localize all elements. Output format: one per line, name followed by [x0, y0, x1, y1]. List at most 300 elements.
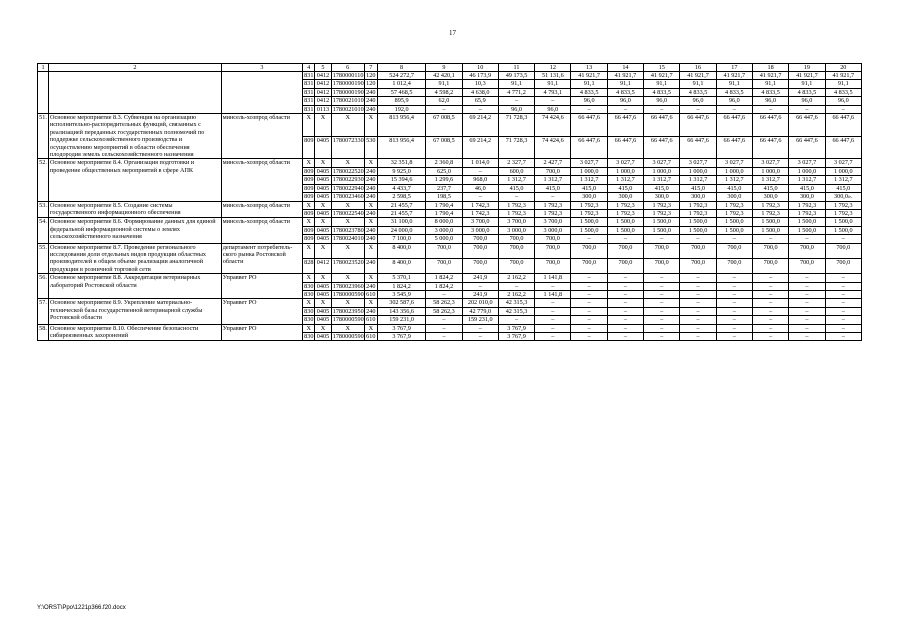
- value-cell: –: [571, 307, 607, 315]
- value-cell: 700,0: [752, 243, 788, 258]
- value-cell: 4 833,5: [825, 88, 861, 96]
- value-cell: 4 833,5: [716, 88, 752, 96]
- value-cell: 3 027,7: [789, 159, 825, 167]
- value-cell: 3 700,0: [535, 218, 571, 226]
- table-row: [38, 324, 862, 332]
- value-cell: 1 500,0: [680, 226, 716, 234]
- table-row: [38, 243, 862, 258]
- value-cell: 700,0: [789, 258, 825, 273]
- value-cell: 1780000590: [332, 333, 364, 340]
- value-cell: 809: [304, 167, 314, 175]
- value-cell: 69 214,2: [462, 136, 498, 159]
- value-cell: 809: [304, 193, 314, 201]
- column-number-16: 16: [680, 64, 716, 72]
- value-cell: 809: [304, 235, 314, 243]
- executor-cell: Управвет РО: [221, 274, 302, 299]
- value-cell: X: [331, 114, 364, 137]
- value-cell: 1 500,0: [789, 218, 825, 226]
- value-cell: X: [315, 159, 332, 167]
- table-row: [38, 72, 862, 80]
- value-cell: 3 700,0: [462, 218, 498, 226]
- value-cell: 41 921,7: [789, 72, 825, 80]
- value-cell: 66 447,6: [571, 114, 607, 137]
- executor-cell: минсель-хозпрод области: [221, 159, 302, 201]
- value-cell: –: [752, 333, 788, 341]
- value-cell: 96,0: [571, 97, 607, 105]
- value-cell: 91,1: [644, 80, 680, 88]
- value-cell: –: [607, 105, 643, 113]
- value-cell: 700,0: [535, 167, 571, 175]
- value-cell: 809: [304, 209, 314, 217]
- value-cell: 1 792,3: [680, 209, 716, 217]
- value-cell: 120: [366, 72, 376, 79]
- value-cell: 300,0: [789, 193, 825, 201]
- value-cell: –: [607, 290, 643, 298]
- value-cell: –: [789, 307, 825, 315]
- value-cell: 4 833,5: [789, 88, 825, 96]
- executor-cell: минсель-хозпрод области: [221, 114, 302, 159]
- value-cell: 120: [366, 80, 376, 88]
- column-number-5: 5: [315, 64, 332, 72]
- value-cell: –: [426, 316, 462, 324]
- value-cell: 240: [366, 184, 376, 192]
- value-cell: 0405: [315, 226, 332, 234]
- value-cell: X: [315, 218, 332, 226]
- column-number-4: 4: [303, 64, 315, 72]
- value-cell: 1 792,3: [498, 209, 534, 217]
- value-cell: 66 447,6: [607, 136, 643, 159]
- value-cell: 159 231,0: [377, 316, 425, 324]
- value-cell: 2 162,2: [498, 274, 534, 282]
- value-cell: –: [571, 333, 607, 341]
- value-cell: –: [426, 290, 462, 298]
- value-cell: 1 792,3: [607, 209, 643, 217]
- column-number-1: 1: [38, 64, 49, 72]
- value-cell: –: [462, 324, 498, 332]
- value-cell: 2 162,2: [498, 290, 534, 298]
- value-cell: 202 010,0: [462, 299, 498, 307]
- value-cell: 66 447,6: [644, 114, 680, 137]
- value-cell: 41 921,7: [644, 72, 680, 80]
- value-cell: 415,0: [644, 184, 680, 192]
- value-cell: 809: [304, 184, 314, 192]
- value-cell: 4 771,2: [498, 88, 534, 96]
- value-cell: 700,0: [644, 258, 680, 273]
- value-cell: 700,0: [535, 258, 571, 273]
- value-cell: X: [303, 159, 315, 167]
- value-cell: 237,7: [426, 184, 462, 192]
- value-cell: 58 262,3: [426, 299, 462, 307]
- executor-cell: Управвет РО: [221, 299, 302, 324]
- value-cell: 700,0: [462, 258, 498, 273]
- value-cell: 415,0: [789, 184, 825, 192]
- value-cell: –: [535, 324, 571, 332]
- value-cell: –: [716, 105, 752, 113]
- value-cell: 49 173,5: [498, 72, 534, 80]
- value-cell: 66 447,6: [680, 114, 716, 137]
- value-cell: 2 360,8: [426, 159, 462, 167]
- value-cell: 1 312,7: [825, 176, 861, 184]
- value-cell: 1 312,7: [498, 176, 534, 184]
- value-cell: 1 500,0: [607, 218, 643, 226]
- value-cell: 300,0: [571, 193, 607, 201]
- value-cell: 91,1: [498, 80, 534, 88]
- value-cell: 71 728,3: [498, 114, 534, 137]
- value-cell: 1 792,3: [535, 201, 571, 209]
- value-cell: 1 792,3: [789, 201, 825, 209]
- value-cell: 1 000,0: [789, 167, 825, 175]
- column-number-14: 14: [607, 64, 643, 72]
- value-cell: –: [716, 307, 752, 315]
- value-cell: 42 420,1: [426, 72, 462, 80]
- value-cell: –: [607, 316, 643, 324]
- value-cell: –: [571, 282, 607, 290]
- value-cell: 241,9: [462, 274, 498, 282]
- measure-name-cell: Основное мероприятие 8.10. Обеспечение безопасности сибиреязвенных захоронений: [49, 324, 222, 341]
- value-cell: 700,0: [571, 258, 607, 273]
- value-cell: 524 272,7: [377, 72, 425, 80]
- value-cell: 1780000190: [332, 88, 364, 96]
- measure-name-cell: Основное мероприятие 8.4. Организация подготовки и проведение общественных мероприятий в сфере АПК: [49, 159, 222, 201]
- value-cell: 1780021010: [332, 97, 364, 105]
- value-cell: 1 500,0: [571, 226, 607, 234]
- value-cell: 831: [304, 72, 314, 79]
- value-cell: 91,1: [607, 80, 643, 88]
- value-cell: X: [364, 201, 377, 209]
- value-cell: 809: [304, 226, 314, 234]
- value-cell: –: [752, 274, 788, 282]
- value-cell: 41 921,7: [752, 72, 788, 80]
- value-cell: 240: [366, 307, 376, 315]
- value-cell: 91,1: [535, 80, 571, 88]
- value-cell: X: [364, 159, 377, 167]
- value-cell: 1 792,3: [644, 209, 680, 217]
- value-cell: –: [752, 307, 788, 315]
- value-cell: 3 000,0: [462, 226, 498, 234]
- value-cell: 1 500,0: [571, 218, 607, 226]
- value-cell: 1 792,3: [825, 209, 861, 217]
- value-cell: 66 447,6: [825, 136, 861, 159]
- value-cell: 415,0: [680, 184, 716, 192]
- value-cell: 96,0: [789, 97, 825, 105]
- value-cell: 96,0: [680, 97, 716, 105]
- value-cell: 1 312,7: [571, 176, 607, 184]
- value-cell: 1 792,3: [535, 209, 571, 217]
- value-cell: –: [716, 333, 752, 341]
- table-row: [38, 218, 862, 226]
- value-cell: –: [716, 316, 752, 324]
- value-cell: 15 394,6: [377, 176, 425, 184]
- value-cell: 831: [304, 105, 314, 113]
- value-cell: –: [426, 333, 462, 341]
- value-cell: –: [607, 282, 643, 290]
- table-row: [38, 274, 862, 282]
- value-cell: 2 427,7: [535, 159, 571, 167]
- value-cell: –: [644, 307, 680, 315]
- value-cell: 830: [304, 316, 314, 324]
- value-cell: –: [498, 282, 534, 290]
- value-cell: 700,0: [571, 243, 607, 258]
- value-cell: –: [498, 97, 534, 105]
- value-cell: 600,0: [498, 167, 534, 175]
- value-cell: 700,0: [716, 258, 752, 273]
- value-cell: –: [644, 290, 680, 298]
- value-cell: 1 312,7: [607, 176, 643, 184]
- value-cell: 4 598,2: [426, 88, 462, 96]
- value-cell: X: [315, 114, 332, 137]
- value-cell: 240: [364, 258, 377, 273]
- value-cell: 1 312,7: [644, 176, 680, 184]
- value-cell: 1 500,0: [752, 218, 788, 226]
- value-cell: X: [303, 218, 315, 226]
- value-cell: 1780022540: [332, 209, 364, 217]
- value-cell: 21 455,7: [377, 209, 425, 217]
- value-cell: 240: [366, 282, 376, 290]
- value-cell: 96,0: [535, 105, 571, 113]
- value-cell: X: [303, 324, 315, 332]
- value-cell: 700,0: [462, 243, 498, 258]
- value-cell: 610: [366, 290, 376, 298]
- value-cell: X: [303, 201, 315, 209]
- value-cell: –: [535, 282, 571, 290]
- value-cell: –: [571, 324, 607, 332]
- value-cell: X: [331, 201, 364, 209]
- value-cell: 4 793,1: [535, 88, 571, 96]
- value-cell: 10,3: [462, 80, 498, 88]
- value-cell: 610: [366, 316, 376, 324]
- value-cell: –: [752, 316, 788, 324]
- value-cell: 198,5: [426, 193, 462, 201]
- column-number-12: 12: [535, 64, 571, 72]
- value-cell: 71 728,3: [498, 136, 534, 159]
- value-cell: 240: [366, 167, 376, 175]
- value-cell: 1780023780: [332, 226, 364, 234]
- value-cell: 300,0: [680, 193, 716, 201]
- value-cell: 240: [366, 97, 376, 105]
- value-cell: 1 824,2: [426, 274, 462, 282]
- value-cell: 41 921,7: [680, 72, 716, 80]
- value-cell: 21 455,7: [377, 201, 425, 209]
- value-cell: 300,0: [716, 193, 752, 201]
- column-number-20: 20: [825, 64, 861, 72]
- value-cell: 91,1: [426, 80, 462, 88]
- value-cell: 700,0: [716, 243, 752, 258]
- value-cell: 1 790,4: [426, 209, 462, 217]
- table-row: [38, 201, 862, 209]
- value-cell: 31 100,0: [377, 218, 425, 226]
- value-cell: 1 792,3: [825, 201, 861, 209]
- value-cell: 240: [366, 193, 376, 201]
- value-cell: 813 956,4: [377, 114, 425, 137]
- value-cell: –: [680, 235, 716, 243]
- value-cell: 0405: [315, 282, 332, 290]
- value-cell: 62,0: [426, 97, 462, 105]
- value-cell: 3 027,7: [680, 159, 716, 167]
- value-cell: 41 921,7: [825, 72, 861, 80]
- value-cell: –: [680, 105, 716, 113]
- value-cell: 1780023950: [332, 307, 364, 315]
- value-cell: –: [607, 274, 643, 282]
- value-cell: 530: [364, 136, 377, 159]
- value-cell: 2 598,5: [377, 193, 425, 201]
- value-cell: X: [315, 274, 332, 282]
- value-cell: 1 792,3: [498, 201, 534, 209]
- column-number-13: 13: [571, 64, 607, 72]
- value-cell: 42 315,3: [498, 307, 534, 315]
- value-cell: 241,9: [462, 290, 498, 298]
- value-cell: –: [716, 282, 752, 290]
- value-cell: 415,0: [752, 184, 788, 192]
- value-cell: –: [789, 282, 825, 290]
- value-cell: 4 833,5: [752, 88, 788, 96]
- value-cell: –: [752, 290, 788, 298]
- value-cell: 1 000,0: [716, 167, 752, 175]
- value-cell: 2 327,7: [498, 159, 534, 167]
- value-cell: 91,1: [680, 80, 716, 88]
- value-cell: 3 000,0: [498, 226, 534, 234]
- value-cell: 8 400,0: [377, 243, 425, 258]
- value-cell: 895,9: [377, 97, 425, 105]
- value-cell: 96,0: [752, 97, 788, 105]
- value-cell: 4 433,7: [377, 184, 425, 192]
- value-cell: –: [644, 282, 680, 290]
- value-cell: 1780023460: [332, 193, 364, 201]
- value-cell: 700,0: [535, 235, 571, 243]
- value-cell: 1780022940: [332, 184, 364, 192]
- executor-cell: минсель-хозпрод области: [221, 201, 302, 218]
- value-cell: 91,1: [571, 80, 607, 88]
- value-cell: 0412: [315, 80, 332, 88]
- value-cell: 66 447,6: [752, 136, 788, 159]
- value-cell: 1780023520: [331, 258, 364, 273]
- footer-file-path: Y:\ORST\Ppo\1221p366.f20.docx: [37, 605, 126, 611]
- value-cell: 42 315,3: [498, 299, 534, 307]
- value-cell: 1 500,0: [680, 218, 716, 226]
- column-number-7: 7: [364, 64, 377, 72]
- value-cell: 0412: [315, 72, 332, 80]
- value-cell: –: [498, 193, 534, 201]
- value-cell: 415,0: [607, 184, 643, 192]
- value-cell: –: [498, 316, 534, 324]
- value-cell: 0405: [315, 193, 332, 201]
- value-cell: –: [644, 333, 680, 341]
- value-cell: 5 370,1: [377, 274, 425, 282]
- value-cell: –: [571, 235, 607, 243]
- value-cell: –: [825, 333, 861, 341]
- value-cell: 4 833,5: [571, 88, 607, 96]
- value-cell: 1780022520: [332, 167, 364, 175]
- value-cell: X: [331, 274, 364, 282]
- value-cell: 1 792,3: [571, 201, 607, 209]
- value-cell: 1 000,0: [571, 167, 607, 175]
- value-cell: 300,0».: [825, 193, 861, 201]
- column-number-10: 10: [462, 64, 498, 72]
- value-cell: X: [364, 114, 377, 137]
- executor-cell: минсель-хозпрод области: [221, 218, 302, 243]
- value-cell: 3 027,7: [752, 159, 788, 167]
- value-cell: 3 767,9: [498, 324, 534, 332]
- value-cell: 3 767,9: [498, 333, 534, 341]
- value-cell: X: [331, 324, 364, 332]
- column-number-9: 9: [426, 64, 462, 72]
- value-cell: X: [315, 201, 332, 209]
- value-cell: 65,9: [462, 97, 498, 105]
- value-cell: 831: [304, 80, 314, 88]
- value-cell: 1 000,0: [607, 167, 643, 175]
- value-cell: 240: [366, 105, 376, 113]
- value-cell: 1 500,0: [752, 226, 788, 234]
- value-cell: 700,0: [789, 243, 825, 258]
- value-cell: 1 500,0: [825, 218, 861, 226]
- value-cell: –: [571, 274, 607, 282]
- value-cell: –: [752, 105, 788, 113]
- column-number-11: 11: [498, 64, 534, 72]
- value-cell: 1 500,0: [789, 226, 825, 234]
- value-cell: 0405: [315, 184, 332, 192]
- value-cell: –: [716, 274, 752, 282]
- value-cell: X: [303, 243, 315, 258]
- value-cell: 66 447,6: [571, 136, 607, 159]
- value-cell: –: [825, 307, 861, 315]
- value-cell: –: [825, 235, 861, 243]
- value-cell: –: [680, 324, 716, 332]
- value-cell: 7 100,0: [377, 235, 425, 243]
- value-cell: –: [571, 290, 607, 298]
- value-cell: 415,0: [825, 184, 861, 192]
- value-cell: 700,0: [535, 243, 571, 258]
- value-cell: –: [680, 307, 716, 315]
- value-cell: 300,0: [752, 193, 788, 201]
- value-cell: 0405: [315, 176, 332, 184]
- value-cell: 1 792,3: [571, 209, 607, 217]
- value-cell: –: [462, 105, 498, 113]
- value-cell: 1 500,0: [644, 218, 680, 226]
- value-cell: 0412: [315, 258, 332, 273]
- value-cell: 0405: [315, 333, 332, 341]
- value-cell: 1 500,0: [825, 226, 861, 234]
- value-cell: 240: [366, 226, 376, 234]
- value-cell: 1 141,8: [535, 274, 571, 282]
- value-cell: 1 792,3: [680, 201, 716, 209]
- value-cell: X: [303, 114, 315, 137]
- value-cell: 66 447,6: [752, 114, 788, 137]
- table-row: [38, 299, 862, 307]
- value-cell: –: [680, 290, 716, 298]
- value-cell: 4 833,5: [680, 88, 716, 96]
- value-cell: 0405: [315, 235, 332, 243]
- value-cell: –: [644, 235, 680, 243]
- value-cell: –: [789, 235, 825, 243]
- value-cell: X: [364, 299, 377, 307]
- value-cell: 700,0: [680, 243, 716, 258]
- value-cell: 1 014,0: [462, 159, 498, 167]
- value-cell: –: [462, 193, 498, 201]
- value-cell: –: [680, 282, 716, 290]
- value-cell: –: [462, 333, 498, 341]
- measure-name-cell: Основное мероприятие 8.7. Проведение регионального исследования доли отдельных видов продукции областных производителей в общем объеме реализации аналогичной продукции в розничной торговой сети: [49, 243, 222, 274]
- value-cell: X: [315, 299, 332, 307]
- value-cell: 69 214,2: [462, 114, 498, 137]
- value-cell: 42 779,0: [462, 307, 498, 315]
- value-cell: 91,1: [752, 80, 788, 88]
- value-cell: 46,0: [462, 184, 498, 192]
- value-cell: –: [535, 333, 571, 341]
- value-cell: 66 447,6: [789, 114, 825, 137]
- value-cell: 66 447,6: [680, 136, 716, 159]
- value-cell: 0405: [315, 167, 332, 175]
- value-cell: 0405: [315, 209, 332, 217]
- value-cell: X: [331, 159, 364, 167]
